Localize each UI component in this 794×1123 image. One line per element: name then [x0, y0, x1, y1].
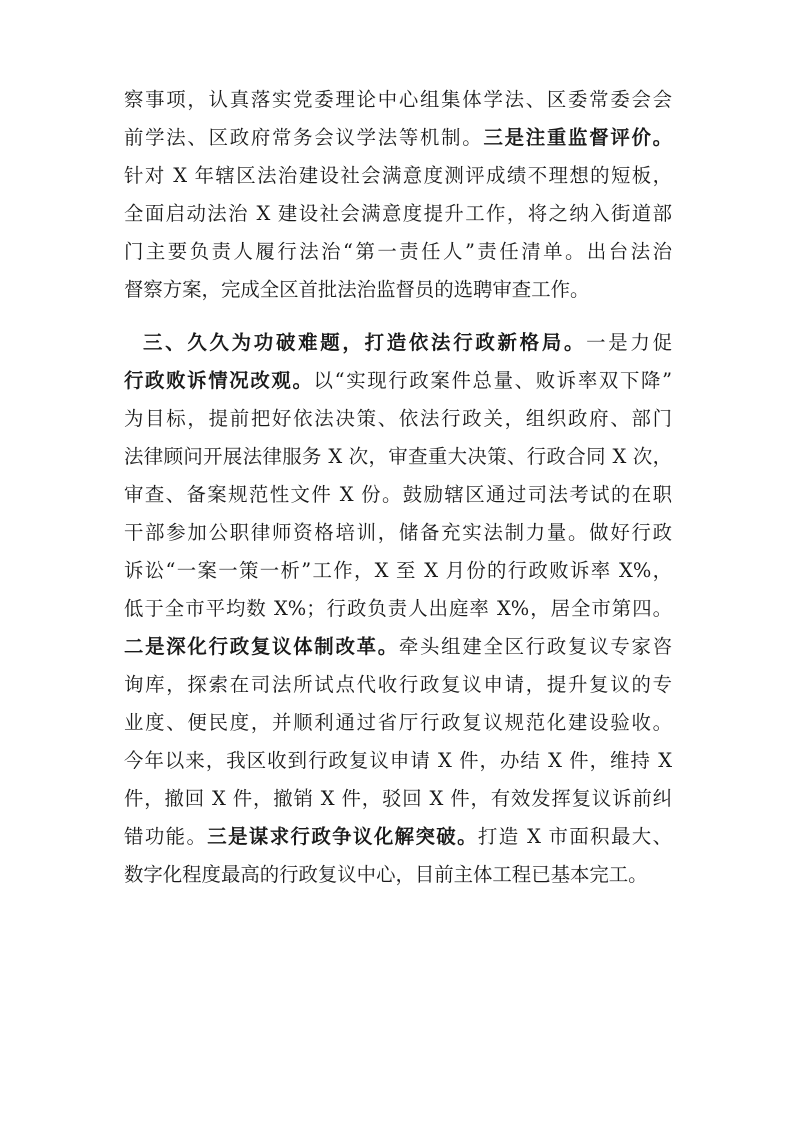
text-run: 业度、便民度，并顺利通过省厅行政复议规范化建设验收。: [124, 711, 672, 734]
text-line: [124, 403, 672, 435]
text-line: [124, 122, 672, 154]
text-line: [124, 707, 672, 739]
text-run: 牵头组建全区行政复议专家咨: [398, 635, 673, 658]
text-run: 询库，探索在司法所试点代收行政复议申请，提升复议的专: [124, 673, 672, 696]
text-run: 审查、备案规范性文件 X 份。鼓励辖区通过司法考试的在职: [124, 483, 672, 506]
bold-text-run: 二是深化行政复议体制改革。: [124, 635, 399, 658]
text-run: 低于全市平均数 X%；行政负责人出庭率 X%，居全市第四。: [124, 597, 672, 620]
text-run: 针对 X 年辖区法治建设社会满意度测评成绩不理想的短板，: [124, 164, 672, 187]
bold-text-run: 行政败诉情况改观。: [124, 369, 314, 392]
text-line: [124, 669, 672, 701]
text-line: [124, 783, 672, 815]
text-run: 数字化程度最高的行政复议中心，目前主体工程已基本完工。: [124, 863, 648, 886]
text-line: [124, 441, 672, 473]
text-line: [124, 160, 672, 192]
text-line: [124, 745, 672, 777]
text-run: 前学法、区政府常务会议学法等机制。: [124, 126, 484, 149]
text-line: [124, 274, 672, 306]
text-line: [124, 84, 672, 116]
text-run: 今年以来，我区收到行政复议申请 X 件，办结 X 件，维持 X: [124, 749, 672, 772]
text-line: [124, 236, 672, 268]
text-line: [124, 517, 672, 549]
text-run: 为目标，提前把好依法决策、依法行政关，组织政府、部门: [124, 407, 672, 430]
text-line: [124, 479, 672, 511]
text-line: [143, 327, 672, 359]
text-run: 一是力促: [586, 331, 673, 354]
text-run: 错功能。: [124, 825, 208, 848]
text-line: [124, 555, 672, 587]
text-run: 全面启动法治 X 建设社会满意度提升工作，将之纳入街道部: [124, 202, 672, 225]
text-run: 干部参加公职律师资格培训，储备充实法制力量。做好行政: [124, 521, 672, 544]
text-line: [124, 631, 672, 663]
bold-text-run: 三是注重监督评价。: [483, 126, 673, 149]
bold-text-run: 三是谋求行政争议化解突破。: [207, 825, 478, 848]
text-line: [124, 198, 672, 230]
text-run: 以“实现行政案件总量、败诉率双下降”: [313, 369, 673, 392]
text-run: 门主要负责人履行法治“第一责任人”责任清单。出台法治: [124, 240, 672, 263]
text-run: 法律顾问开展法律服务 X 次，审查重大决策、行政合同 X 次，: [124, 445, 672, 468]
text-line: [124, 365, 672, 397]
text-line: [124, 821, 672, 853]
text-line: [124, 593, 672, 625]
text-run: 诉讼“一案一策一析”工作，X 至 X 月份的行政败诉率 X%，: [124, 559, 672, 582]
text-run: 打造 X 市面积最大、: [477, 825, 673, 848]
text-run: 督察方案，完成全区首批法治监督员的选聘审查工作。: [124, 278, 590, 301]
text-run: 察事项，认真落实党委理论中心组集体学法、区委常委会会: [124, 88, 672, 111]
text-run: 件，撤回 X 件，撤销 X 件，驳回 X 件，有效发挥复议诉前纠: [124, 787, 672, 810]
bold-text-run: 三、久久为功破难题，打造依法行政新格局。: [143, 331, 587, 354]
text-line: [124, 859, 672, 891]
